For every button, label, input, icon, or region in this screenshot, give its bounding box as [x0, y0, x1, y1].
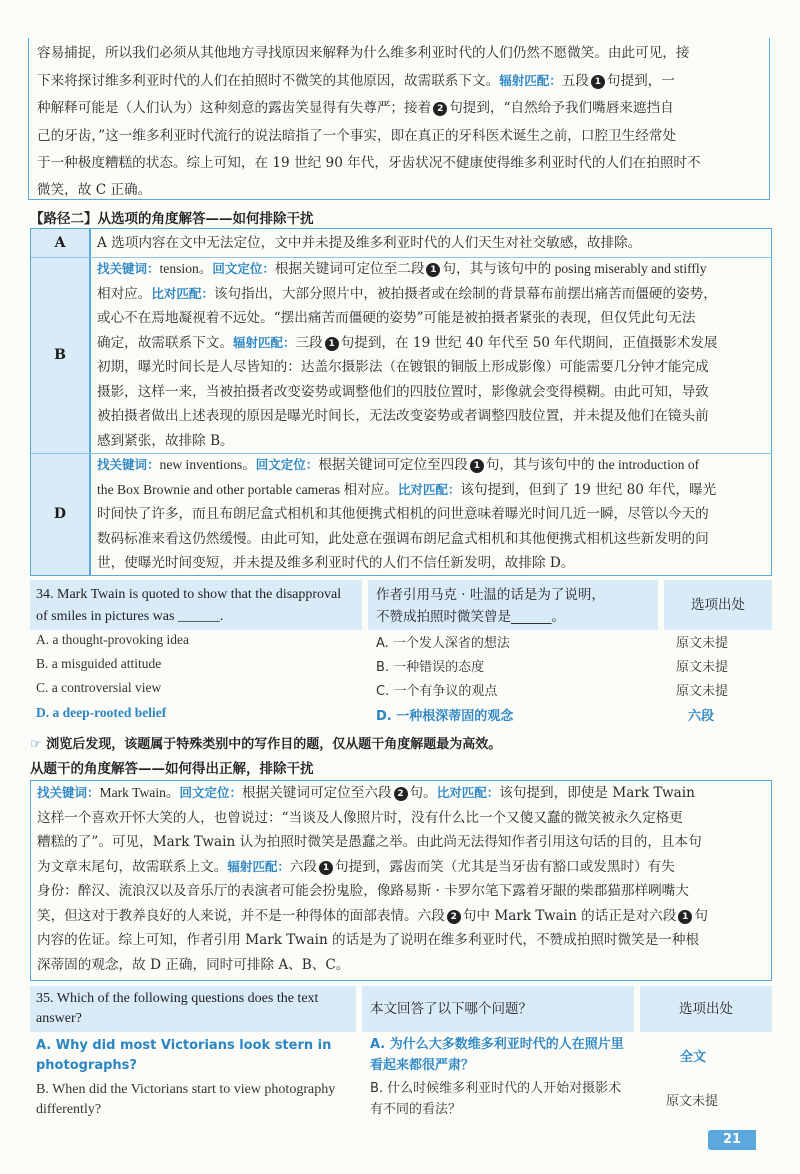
circled-number-icon: 1 [678, 910, 692, 924]
q35-option-b-cn: B. 什么时候维多利亚时代的人开始对摄影术有不同的看法？ [370, 1081, 622, 1117]
q34-stem-cn-cell [368, 580, 658, 630]
q34-option-b-en: B. a misguided attitude [36, 656, 162, 671]
column-divider [89, 229, 91, 575]
circled-number-icon: 1 [325, 337, 339, 351]
q34-option-a-source: 原文未提 [676, 636, 729, 651]
circled-number-icon: 1 [470, 459, 484, 473]
page-number-badge: 21 [708, 1130, 756, 1150]
note-line: ☞ 浏览后发现，该题属于特殊类别中的写作目的题，仅从题干角度解题最为高效。 [30, 737, 502, 752]
q35-option-b-en: B. When did the Victorians start to view photography differently? [36, 1082, 336, 1117]
pointing-hand-icon: ☞ [30, 737, 42, 752]
q34-option-c-en: C. a controversial view [36, 680, 162, 695]
q34-option-a-cn: A. 一个发人深省的想法 [376, 636, 510, 651]
q35-stem-cn: 本文回答了以下哪个问题？ [370, 1001, 532, 1017]
q35-option-a-en: A. Why did most Victorians look stern in photographs? [36, 1038, 332, 1073]
q34-stem-en: 34. Mark Twain is quoted to show that the disapproval of smiles in pictures was ______. [36, 587, 342, 624]
q34-option-d-cn: D. 一种根深蒂固的观念 [376, 709, 514, 724]
q34-option-d-source: 六段 [688, 709, 715, 724]
option-b-letter: B [54, 347, 66, 363]
circled-number-icon: 2 [433, 102, 447, 116]
circled-number-icon: 2 [394, 787, 408, 801]
option-a-text: A 选项内容在文中无法定位，文中并未提及维多利亚时代的人们天生对社交敏感，故排除。 [97, 235, 642, 251]
option-d-analysis: 找关键词：new inventions。回文定位：根据关键词可定位至四段 1 句，其与该句中的 the introduction of the Box Brownie and other portable cameras 相对应。比对匹配：该句提到，但到了 19 世纪 80 年代，曝光 时间快了许多，而且布朗尼盒式相机和其他便携式相机的问世意味着曝光时间几近一瞬，尽管以今天的 数码标准来看这仍然缓慢。由此可知，此处意在强调布朗尼盒式相机和其他便携式相机这些新发明的问 世，使曝光时间变短，并未提及维多利亚时代的人们不信任新发明，故排除 D。 [97, 457, 717, 571]
circled-number-icon: 1 [319, 861, 333, 875]
q35-source-header-cell [640, 986, 772, 1032]
q34-analysis-text: 找关键词：Mark Twain。回文定位：根据关键词可定位至六段 2 句。比对匹配：该句提到，即使是 Mark Twain 这样一个喜欢开怀大笑的人，也曾说过：“当谈及人像照片时，没有什么比一个又傻又蠢的微笑被永久定格更 糟糕的了”。可见，Mark Twain 认为拍照时微笑是愚蠢之举。由此尚无法得知作者引用这句话的目的，且本句 为文章末尾句，故需联系上文。辐射匹配：六段 1 句提到，露齿而笑（尤其是当牙齿有豁口或发黑时）有失 身份：醉汉、流浪汉以及音乐厅的表演者可能会扮鬼脸，像路易斯 · 卡罗尔笔下露着牙龈的柴郡猫那样咧嘴大 笑，但这对于教养良好的人来说，并不是一种得体的面部表情。六段 2 句中 Mark Twain 的话正是对六段 1 句 内容的佐证。综上可知，作者引用 Mark Twain 的话是为了说明在维多利亚时代，不赞成拍照时微笑是一种根 深蒂固的观念，故 D 正确，同时可排除 A、B、C。 [37, 785, 708, 973]
q34-source-header-cell [664, 580, 772, 630]
route2-heading: 【路径二】从选项的角度解答——如何排除干扰 [30, 211, 314, 227]
q35-option-b-source: 原文未提 [666, 1094, 719, 1109]
option-d-letter: D [53, 506, 67, 522]
q35-stem-en-cell [30, 986, 356, 1032]
radiation-match-label: 辐射匹配： [499, 73, 562, 89]
q34-option-c-cn: C. 一个有争议的观点 [376, 684, 498, 699]
q34-source-header: 选项出处 [691, 597, 745, 613]
q34-option-b-cn: B. 一种错误的态度 [376, 660, 485, 675]
circled-number-icon: 2 [447, 910, 461, 924]
continuation-text: 容易捕捉，所以我们必须从其他地方寻找原因来解释为什么维多利亚时代的人们仍然不愿微笑。由此可见，接 下来将探讨维多利亚时代的人们在拍照时不微笑的其他原因，故需联系下文。辐射匹配：五段 1 句提到，一 种解释可能是（人们认为）这种刻意的露齿笑显得有失尊严；接着 2 句提到，“自然给予我们嘴唇来遮挡自 己的牙齿，”这一维多利亚时代流行的说法暗指了一个事实，即在真正的牙科医术诞生之前，口腔卫生经常处 于一种极度糟糕的状态。综上可知，在 19 世纪 90 年代，牙齿状况不健康使得维多利亚时代的人们在拍照时不 微笑，故 C 正确。 [37, 45, 701, 199]
option-b-analysis: 找关键词：tension。回文定位：根据关键词可定位至二段 1 句，其与该句中的 posing miserably and stiffly 相对应。比对匹配：该句指出，大部分照片中，被拍摄者或在绘制的背景幕布前摆出痛苦而僵硬的姿势， 或心不在焉地凝视着不远处。“摆出痛苦而僵硬的姿势”可能是被拍摄者紧张的表现，但仅凭此句无法 确定，故需联系下文。辐射匹配：三段 1 句提到，在 19 世纪 40 年代至 50 年代期间，正值摄影术发展 初期，曝光时间长是人尽皆知的：达盖尔摄影法（在镀银的铜版上形成影像）可能需要几分钟才能完成 摄影，这样一来，当被拍摄者改变姿势或调整他们的四肢位置时，影像就会变得模糊。由此可知，导致 被拍摄者做出上述表现的原因是曝光时间长，无法改变姿势或者调整四肢位置，并未提及他们在镜头前 感到紧张，故排除 B。 [97, 261, 718, 449]
q34-stem-cn-line1: 作者引用马克 · 吐温的话是为了说明， [376, 587, 605, 603]
options-analysis-box [30, 228, 772, 576]
q34-stem-cn-line2: 不赞成拍照时微笑曾是______。 [376, 609, 565, 625]
circled-number-icon: 1 [591, 75, 605, 89]
q35-source-header: 选项出处 [679, 1001, 733, 1017]
q35-stem-en: 35. Which of the following questions does the text answer? [36, 991, 319, 1026]
q34-stem-en-cell [30, 580, 362, 630]
q34-option-d-en: D. a deep-rooted belief [36, 705, 167, 720]
continuation-box [28, 38, 770, 200]
q35-option-a-cn: A. 为什么大多数维多利亚时代的人在照片里看起来都很严肃？ [370, 1037, 624, 1073]
q34-option-a-en: A. a thought-provoking idea [36, 632, 189, 647]
q34-option-c-source: 原文未提 [676, 684, 729, 699]
q35-stem-cn-cell [362, 986, 634, 1032]
option-a-letter: A [54, 235, 66, 251]
q35-option-a-source: 全文 [680, 1050, 707, 1065]
stem-angle-heading: 从题干的角度解答——如何得出正解，排除干扰 [30, 761, 314, 777]
q34-analysis-box [30, 780, 772, 981]
circled-number-icon: 1 [426, 263, 440, 277]
q34-option-b-source: 原文未提 [676, 660, 729, 675]
